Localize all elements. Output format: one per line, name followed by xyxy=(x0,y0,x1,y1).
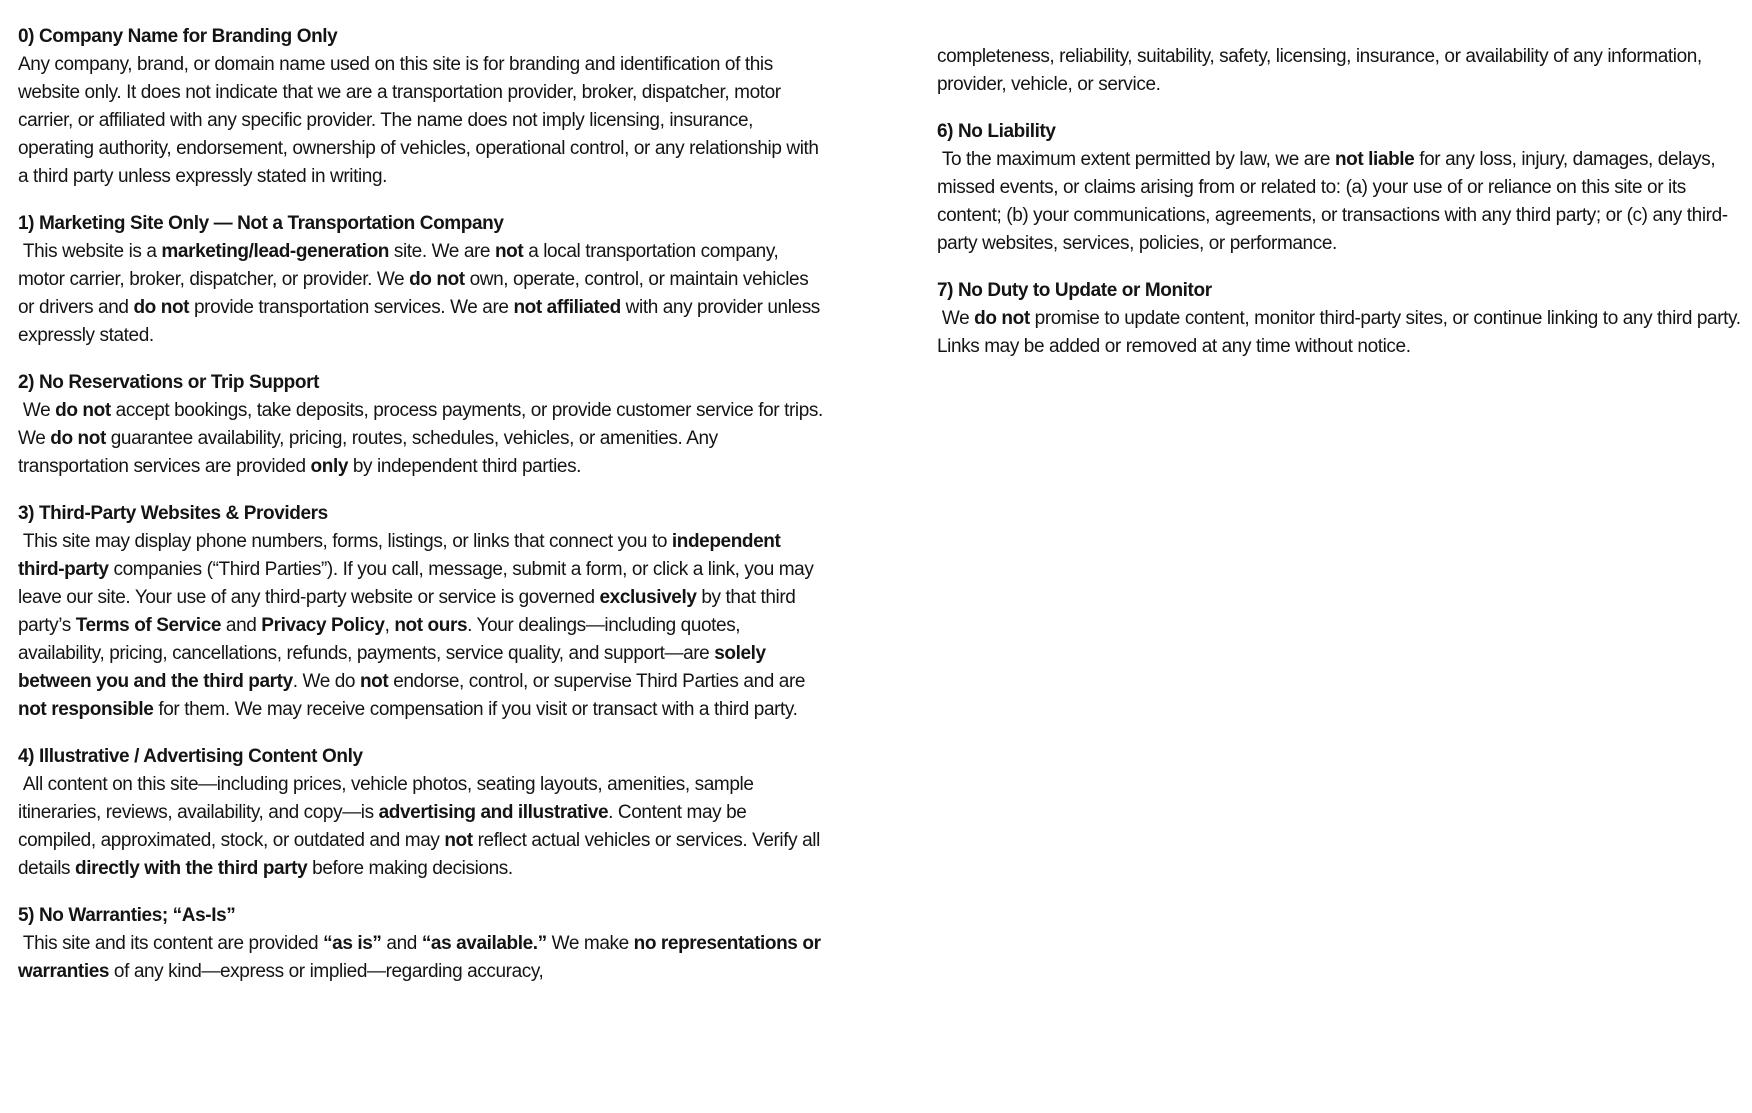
text-run: a local transportation company, motor carrier, broker, dispatcher, or provider. We xyxy=(18,241,784,290)
text-run: for them. We may receive compensation if you visit or transact with a third party. xyxy=(153,699,798,720)
text-run: for any loss, injury, damages, delays, missed events, or claims arising from or related to: (a) your use of or reliance on this site or its content; (b) your communications, agreements, or transactions with any third party; or (c) any third-party websites, services, policies, or performance. xyxy=(937,149,1728,254)
disclaimer-section xyxy=(937,277,1746,361)
bold-text-run: “as is” xyxy=(323,933,382,954)
section-heading: 7) No Duty to Update or Monitor xyxy=(937,280,1212,301)
disclaimer-section xyxy=(937,118,1743,258)
bold-text-run: Privacy Policy xyxy=(261,615,385,636)
section-heading: 5) No Warranties; “As-Is” xyxy=(18,905,236,926)
text-run: . Content may be compiled, approximated, stock, or outdated and may xyxy=(18,802,752,851)
disclaimer-section xyxy=(18,210,824,350)
text-run: own, operate, control, or maintain vehicles or drivers and xyxy=(18,269,814,318)
text-run: by that third party’s xyxy=(18,587,801,636)
bold-text-run: not affiliated xyxy=(513,297,621,318)
bold-text-run: advertising and illustrative xyxy=(378,802,609,823)
text-run: Any company, brand, or domain name used on this site is for branding and identification of this website only. It does not indicate that we are a transportation provider, broker, dispatcher, motor carrier, or affiliated with any specific provider. The name does not imply licensing, insurance, operating authority, endorsement, ownership of vehicles, operational control, or any relationship with a third party unless expressly stated in writing. xyxy=(18,54,824,187)
text-run: by independent third parties. xyxy=(348,456,582,477)
text-run: We xyxy=(937,308,975,329)
bold-text-run: not responsible xyxy=(18,699,154,720)
disclaimer-section xyxy=(18,902,824,986)
text-run: completeness, reliability, suitability, safety, licensing, insurance, or availability of any information, provider, vehicle, or service. xyxy=(937,46,1707,95)
bold-text-run: directly with the third party xyxy=(75,858,308,879)
bold-text-run: exclusively xyxy=(599,587,697,608)
disclaimer-section xyxy=(18,500,824,724)
bold-text-run: not xyxy=(494,241,524,262)
column-left xyxy=(18,23,828,1005)
text-run: companies (“Third Parties”). If you call, message, submit a form, or click a link, you may leave our site. Your use of any third-party website or service is governed xyxy=(18,559,819,608)
bold-text-run: “as available.” xyxy=(421,933,547,954)
section-heading: 3) Third-Party Websites & Providers xyxy=(18,503,328,524)
section-heading: 6) No Liability xyxy=(937,121,1056,142)
bold-text-run: no representations or warranties xyxy=(18,933,826,982)
bold-text-run: not ours xyxy=(394,615,468,636)
text-run: . We do xyxy=(292,671,360,692)
section-body xyxy=(18,397,828,481)
text-run: and xyxy=(381,933,422,954)
bold-text-run: not liable xyxy=(1334,149,1415,170)
section-body xyxy=(18,51,824,191)
text-run: We xyxy=(18,400,56,421)
disclaimer-section xyxy=(18,369,828,481)
disclaimer-section xyxy=(18,743,824,883)
text-run: endorse, control, or supervise Third Parties and are xyxy=(388,671,810,692)
text-run: before making decisions. xyxy=(307,858,513,879)
text-run: reflect actual vehicles or services. Verify all details xyxy=(18,830,825,879)
bold-text-run: do not xyxy=(133,297,190,318)
text-run: provide transportation services. We are xyxy=(189,297,514,318)
text-run: accept bookings, take deposits, process payments, or provide customer service for trips. We xyxy=(18,400,828,449)
text-run: . Your dealings—including quotes, availability, pricing, cancellations, refunds, payments, service quality, and support—are xyxy=(18,615,746,664)
text-run: promise to update content, monitor third-party sites, or continue linking to any third party. Links may be added or removed at any time without notice. xyxy=(937,308,1746,357)
text-run: This website is a xyxy=(18,241,162,262)
text-run: and xyxy=(221,615,262,636)
section-heading: 1) Marketing Site Only — Not a Transportation Company xyxy=(18,213,504,234)
column-right xyxy=(937,43,1746,380)
bold-text-run: marketing/lead-generation xyxy=(161,241,389,262)
bold-text-run: not xyxy=(359,671,389,692)
section-body xyxy=(937,43,1743,99)
text-run: guarantee availability, pricing, routes, schedules, vehicles, or amenities. Any transportation services are provided xyxy=(18,428,723,477)
text-run: site. We are xyxy=(388,241,495,262)
bold-text-run: do not xyxy=(50,428,106,449)
section-body xyxy=(18,930,824,986)
bold-text-run: not xyxy=(444,830,473,851)
text-run: This site may display phone numbers, forms, listings, or links that connect you to xyxy=(18,531,672,552)
bold-text-run: Terms of Service xyxy=(75,615,222,636)
disclaimer-section xyxy=(18,23,824,191)
disclaimer-section xyxy=(937,43,1743,99)
text-run: , xyxy=(384,615,395,636)
section-body xyxy=(18,771,824,883)
section-body xyxy=(937,146,1743,258)
section-body xyxy=(937,305,1746,361)
section-heading: 4) Illustrative / Advertising Content Only xyxy=(18,746,363,767)
section-body xyxy=(18,528,824,724)
text-run: To the maximum extent permitted by law, we are xyxy=(937,149,1335,170)
text-run: We make xyxy=(546,933,634,954)
text-run: with any provider unless expressly stated. xyxy=(18,297,825,346)
text-run: This site and its content are provided xyxy=(18,933,324,954)
section-heading: 2) No Reservations or Trip Support xyxy=(18,372,320,393)
bold-text-run: only xyxy=(310,456,348,477)
bold-text-run: independent third-party xyxy=(18,531,786,580)
text-run: of any kind—express or implied—regarding accuracy, xyxy=(109,961,544,982)
bold-text-run: solely between you and the third party xyxy=(18,643,771,692)
section-heading: 0) Company Name for Branding Only xyxy=(18,26,338,47)
bold-text-run: do not xyxy=(974,308,1030,329)
bold-text-run: do not xyxy=(55,400,111,421)
bold-text-run: do not xyxy=(409,269,465,290)
text-run: All content on this site—including prices, vehicle photos, seating layouts, amenities, sample itineraries, reviews, availability, and copy—is xyxy=(18,774,759,823)
section-body xyxy=(18,238,824,350)
